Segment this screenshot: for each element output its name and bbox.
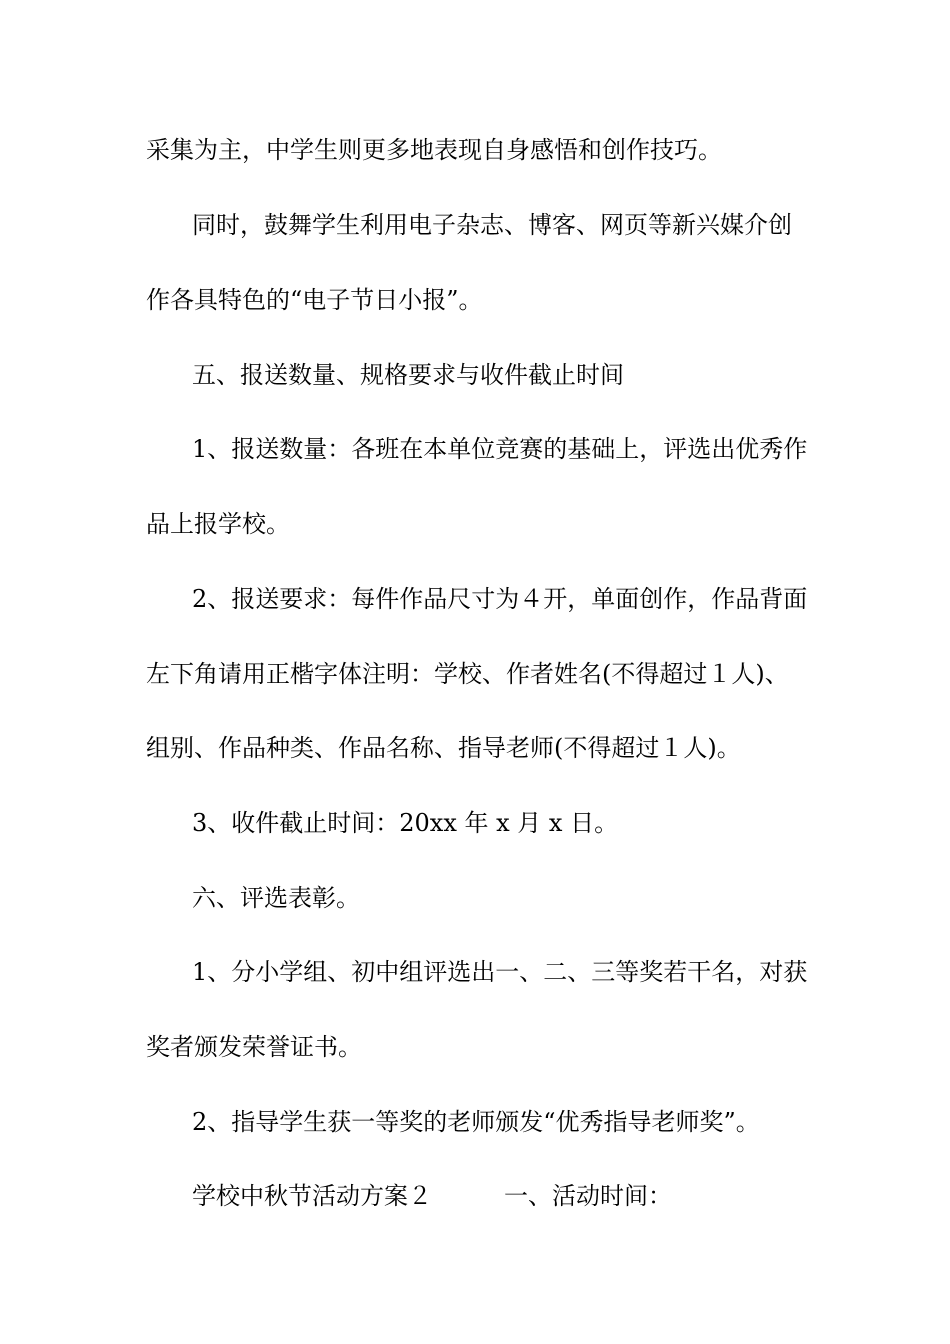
paragraph-line: 奖者颁发荣誉证书。 [146, 1033, 362, 1061]
section-heading: 五、报送数量、规格要求与收件截止时间 [192, 361, 624, 389]
paragraph-line: 同时，鼓舞学生利用电子杂志、博客、网页等新兴媒介创 [192, 211, 792, 239]
paragraph-line: 左下角请用正楷字体注明：学校、作者姓名(不得超过１人)、 [146, 660, 789, 688]
paragraph-line: 3、收件截止时间：20xx 年 x 月 x 日。 [192, 809, 619, 837]
paragraph-line: 1、报送数量：各班在本单位竞赛的基础上，评选出优秀作 [192, 435, 808, 463]
section-heading: 学校中秋节活动方案２ 一、活动时间： [192, 1182, 672, 1210]
paragraph-line: 2、报送要求：每件作品尺寸为４开，单面创作，作品背面 [192, 585, 808, 613]
paragraph-line: 2、指导学生获一等奖的老师颁发“优秀指导老师奖”。 [192, 1108, 760, 1136]
section-heading: 六、评选表彰。 [192, 884, 360, 912]
paragraph-line: 采集为主，中学生则更多地表现自身感悟和创作技巧。 [146, 136, 722, 164]
paragraph-line: 品上报学校。 [146, 510, 290, 538]
paragraph-line: 1、分小学组、初中组评选出一、二、三等奖若干名，对获 [192, 958, 808, 986]
paragraph-line: 组别、作品种类、作品名称、指导老师(不得超过１人)。 [146, 734, 741, 762]
paragraph-line: 作各具特色的“电子节日小报”。 [146, 286, 483, 314]
